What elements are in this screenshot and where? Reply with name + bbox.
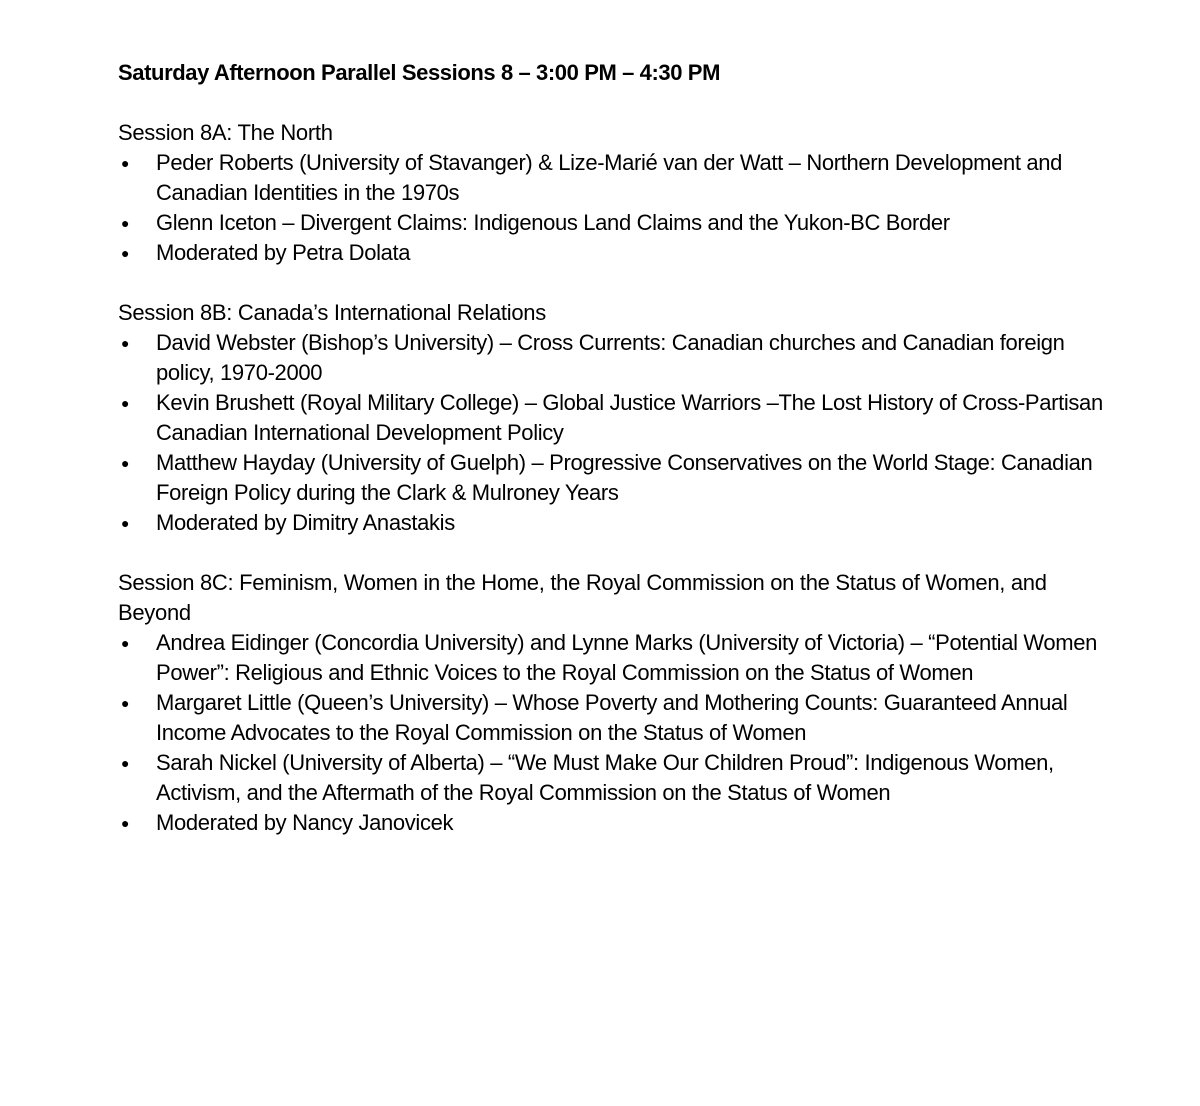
list-item (118, 808, 1108, 838)
list-item-text: Moderated by Dimitry Anastakis (156, 510, 455, 535)
list-item-text: Glenn Iceton – Divergent Claims: Indigenous Land Claims and the Yukon-BC Border (156, 210, 950, 235)
document-page (118, 58, 1108, 868)
list-item-text: David Webster (Bishop’s University) – Cross Currents: Canadian churches and Canadian foreign policy, 1970-2000 (156, 330, 1065, 385)
bullet-icon: ● (120, 455, 130, 471)
bullet-icon: ● (120, 755, 130, 771)
list-item (118, 238, 1108, 268)
session-item-list (118, 328, 1108, 538)
list-item (118, 628, 1108, 688)
session-8c (118, 568, 1108, 838)
session-8a (118, 118, 1108, 268)
list-item (118, 448, 1108, 508)
session-8b (118, 298, 1108, 538)
session-title: Session 8B: Canada’s International Relations (118, 300, 546, 325)
session-item-list (118, 148, 1108, 268)
session-title: Session 8A: The North (118, 120, 333, 145)
list-item-text: Sarah Nickel (University of Alberta) – “We Must Make Our Children Proud”: Indigenous Women, Activism, and the Aftermath of the Royal Commission on the Status of Women (156, 750, 1054, 805)
bullet-icon: ● (120, 695, 130, 711)
bullet-icon: ● (120, 635, 130, 651)
list-item (118, 208, 1108, 238)
list-item-text: Moderated by Nancy Janovicek (156, 810, 454, 835)
bullet-icon: ● (120, 335, 130, 351)
list-item (118, 148, 1108, 208)
list-item (118, 328, 1108, 388)
list-item-text: Andrea Eidinger (Concordia University) and Lynne Marks (University of Victoria) – “Potential Women Power”: Religious and Ethnic Voices to the Royal Commission on the Status of Women (156, 630, 1098, 685)
list-item-text: Moderated by Petra Dolata (156, 240, 411, 265)
list-item-text: Matthew Hayday (University of Guelph) – Progressive Conservatives on the World Stage: Canadian Foreign Policy during the Clark & Mulroney Years (156, 450, 1093, 505)
session-title: Session 8C: Feminism, Women in the Home, the Royal Commission on the Status of Women, and Beyond (118, 570, 1047, 625)
bullet-icon: ● (120, 155, 130, 171)
bullet-icon: ● (120, 245, 130, 261)
list-item-text: Margaret Little (Queen’s University) – Whose Poverty and Mothering Counts: Guaranteed Annual Income Advocates to the Royal Commission on the Status of Women (156, 690, 1068, 745)
bullet-icon: ● (120, 815, 130, 831)
list-item-text: Kevin Brushett (Royal Military College) – Global Justice Warriors –The Lost History of Cross-Partisan Canadian International Development Policy (156, 390, 1103, 445)
list-item (118, 388, 1108, 448)
bullet-icon: ● (120, 215, 130, 231)
session-item-list (118, 628, 1108, 838)
list-item (118, 508, 1108, 538)
list-item-text: Peder Roberts (University of Stavanger) & Lize-Marié van der Watt – Northern Development and Canadian Identities in the 1970s (156, 150, 1063, 205)
page-heading: Saturday Afternoon Parallel Sessions 8 – 3:00 PM – 4:30 PM (118, 60, 720, 85)
list-item (118, 748, 1108, 808)
bullet-icon: ● (120, 515, 130, 531)
bullet-icon: ● (120, 395, 130, 411)
list-item (118, 688, 1108, 748)
